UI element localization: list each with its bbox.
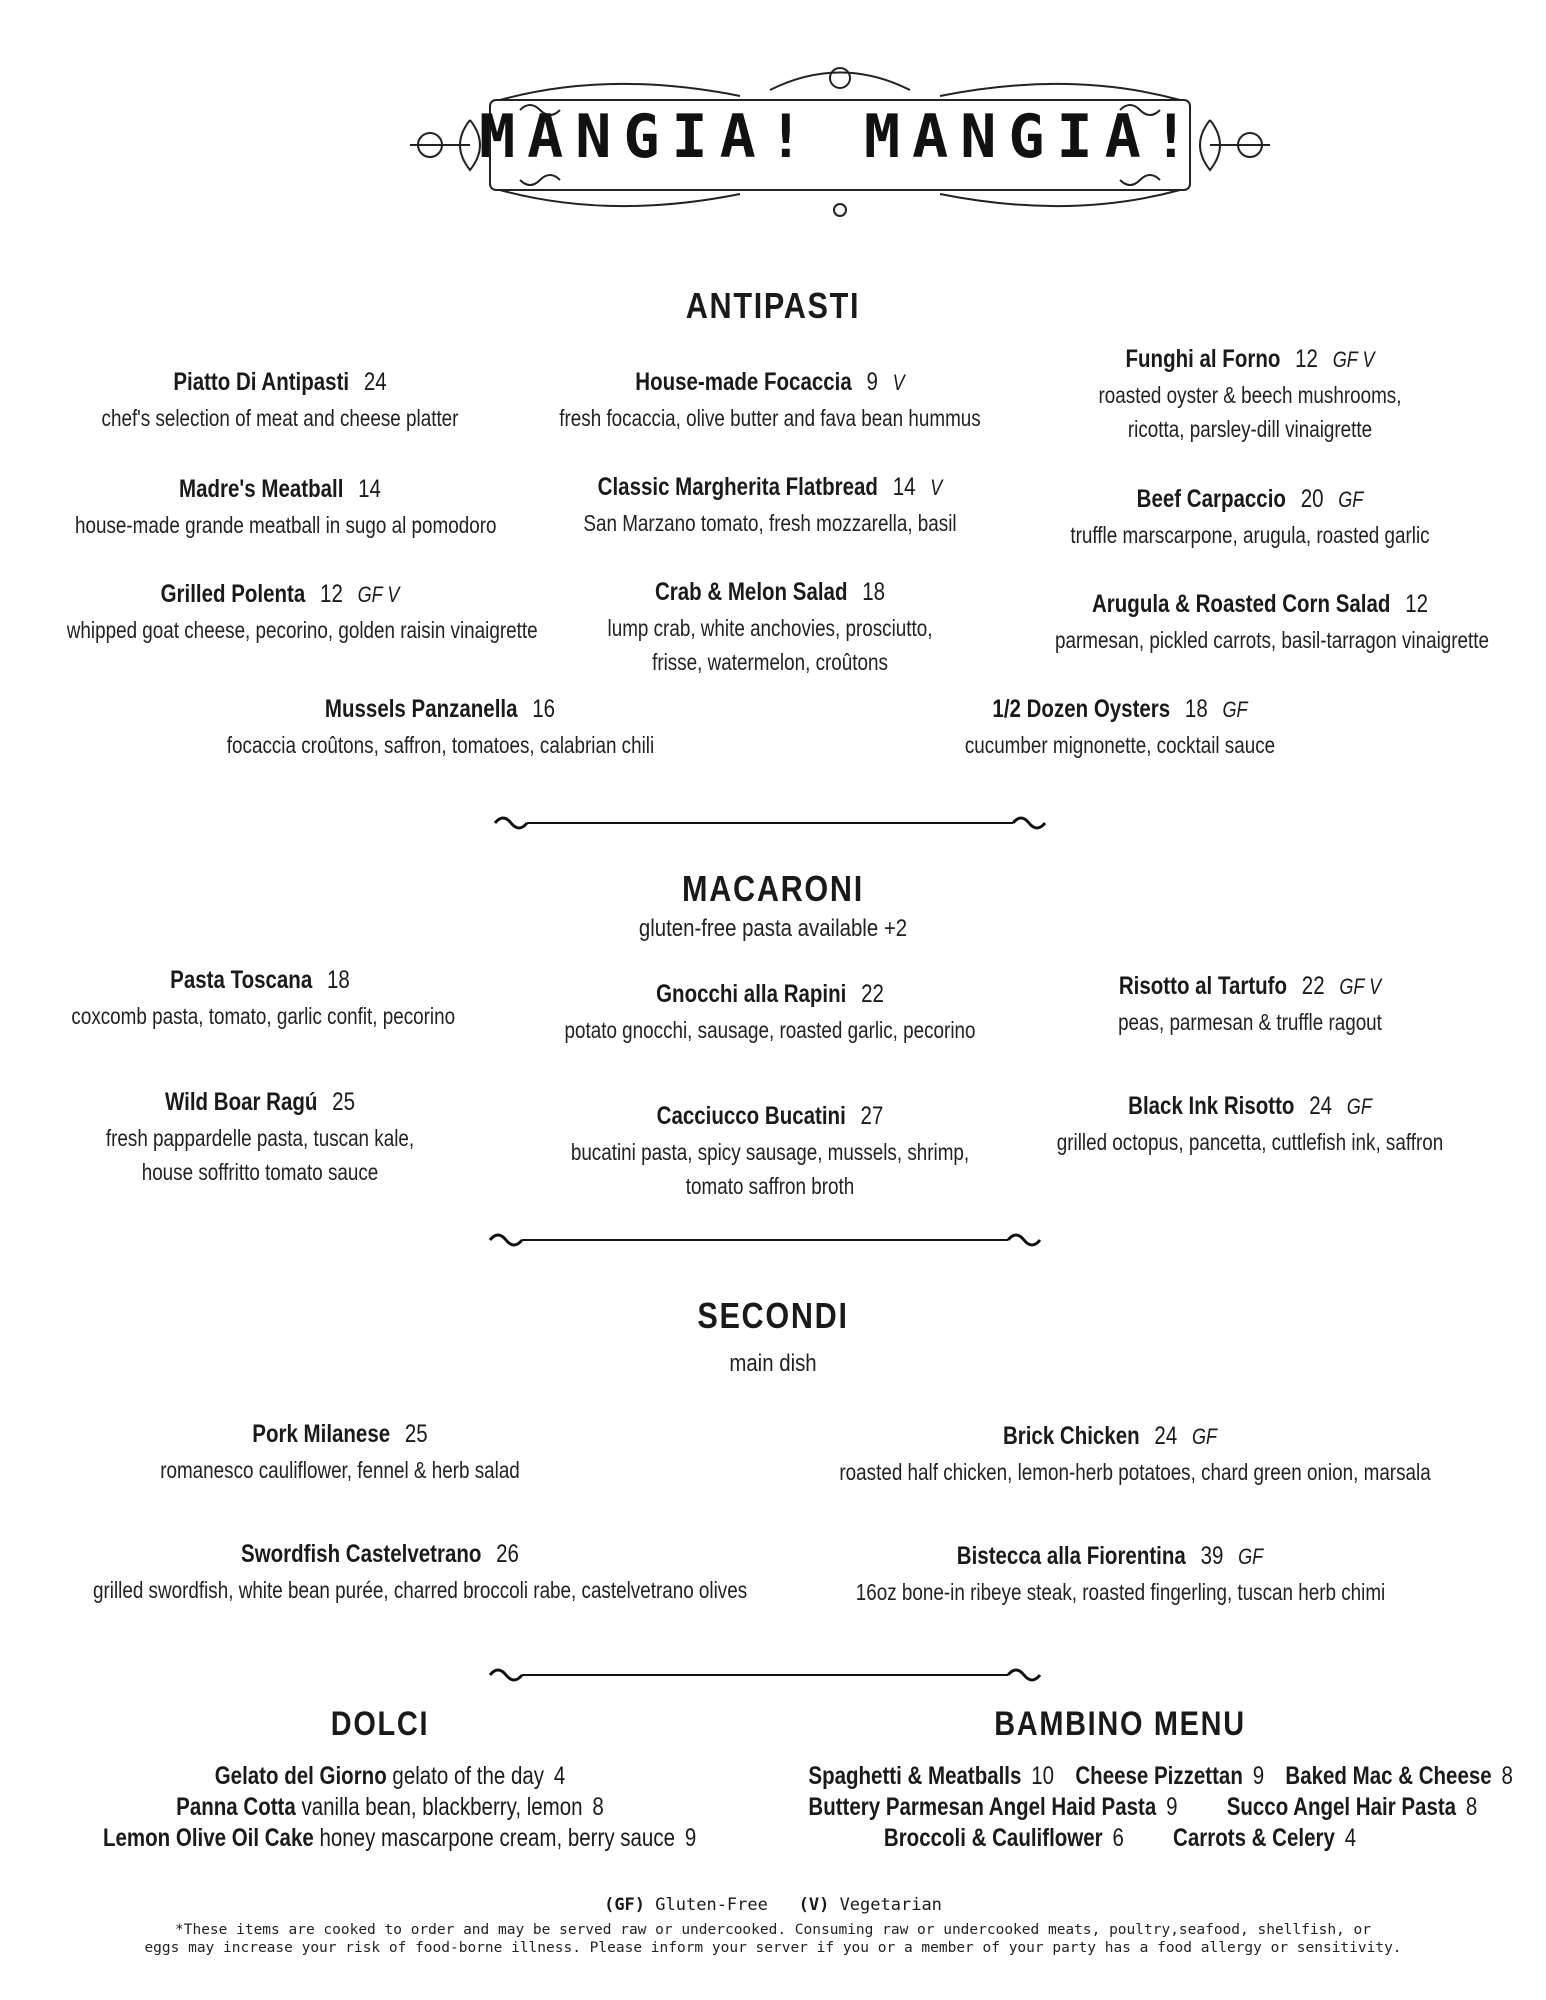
- item-description: focaccia croûtons, saffron, tomatoes, calabrian chili: [226, 732, 655, 758]
- dolci-title: DOLCI: [330, 1705, 430, 1743]
- item-name: Baked Mac & Cheese: [1285, 1762, 1492, 1790]
- item-name: Pork Milanese: [252, 1420, 391, 1448]
- item-name: Broccoli & Cauliflower: [883, 1824, 1103, 1852]
- item-price: 8: [1465, 1793, 1478, 1821]
- item-price: 39: [1200, 1542, 1224, 1570]
- flourish-divider-icon: [480, 1225, 1050, 1255]
- item-price: 18: [862, 578, 886, 606]
- menu-item: [30, 368, 530, 435]
- dolci-line: [103, 1824, 697, 1853]
- item-tags: V: [930, 475, 943, 500]
- item-description: honey mascarpone cream, berry sauce: [319, 1824, 675, 1852]
- item-name: Madre's Meatball: [179, 475, 344, 503]
- item-name: Panna Cotta: [176, 1793, 296, 1821]
- flourish-divider-icon: [485, 808, 1055, 838]
- bambino-line: [808, 1762, 1513, 1791]
- legend-v: Vegetarian: [839, 1895, 942, 1915]
- item-name: 1/2 Dozen Oysters: [992, 695, 1171, 723]
- item-price: 8: [1501, 1762, 1513, 1790]
- item-name: Buttery Parmesan Angel Haid Pasta: [808, 1793, 1157, 1821]
- item-description: tomato saffron broth: [685, 1173, 855, 1199]
- menu-item: [30, 475, 530, 542]
- menu-item: [1000, 485, 1500, 552]
- item-price: 4: [553, 1762, 566, 1790]
- item-description: vanilla bean, blackberry, lemon: [301, 1793, 583, 1821]
- menu-item: [1010, 972, 1490, 1039]
- item-name: Classic Margherita Flatbread: [597, 473, 878, 501]
- item-name: Succo Angel Hair Pasta: [1226, 1793, 1457, 1821]
- item-price: 14: [892, 473, 916, 501]
- bambino-line: [808, 1824, 1431, 1853]
- item-description: fresh focaccia, olive butter and fava bean hummus: [559, 405, 981, 431]
- item-name: Funghi al Forno: [1125, 345, 1281, 373]
- item-description: roasted half chicken, lemon-herb potatoes, chard green onion, marsala: [839, 1459, 1431, 1485]
- flourish-divider-icon: [480, 1660, 1050, 1690]
- menu-item: [500, 578, 1040, 679]
- menu-item: [90, 1420, 590, 1487]
- item-price: 8: [592, 1793, 604, 1821]
- menu-item: [20, 580, 540, 647]
- item-description: coxcomb pasta, tomato, garlic confit, pecorino: [71, 1003, 456, 1029]
- item-description: truffle marscarpone, arugula, roasted garlic: [1070, 522, 1430, 548]
- item-description: gelato of the day: [392, 1762, 545, 1790]
- item-description: potato gnocchi, sausage, roasted garlic, pecorino: [564, 1017, 976, 1043]
- item-description: parmesan, pickled carrots, basil-tarragon vinaigrette: [1055, 627, 1489, 653]
- item-tags: GF V: [1339, 974, 1382, 999]
- item-description: frisse, watermelon, croûtons: [652, 649, 888, 675]
- item-name: Cheese Pizzettan: [1075, 1762, 1243, 1790]
- item-price: 9: [1252, 1762, 1265, 1790]
- item-name: Crab & Melon Salad: [654, 578, 848, 606]
- disclaimer-line-2: eggs may increase your risk of food-borne illness. Please inform your server if you or a member of your party has a food allergy or sensitivity.: [144, 1940, 1402, 1956]
- item-price: 9: [1166, 1793, 1178, 1821]
- item-tags: GF: [1238, 1544, 1264, 1569]
- menu-item: [180, 695, 700, 762]
- item-description: fresh pappardelle pasta, tuscan kale,: [105, 1125, 415, 1151]
- item-tags: GF: [1346, 1094, 1372, 1119]
- item-name: Carrots & Celery: [1173, 1824, 1335, 1852]
- item-tags: V: [892, 370, 905, 395]
- menu-item: [780, 1422, 1440, 1489]
- legend-gf: Gluten-Free: [655, 1895, 768, 1915]
- menu-item: [30, 966, 490, 1033]
- menu-item: [510, 1102, 1030, 1203]
- item-price: 26: [496, 1540, 519, 1568]
- item-price: 25: [332, 1088, 355, 1116]
- item-price: 25: [404, 1420, 428, 1448]
- menu-item: [1010, 590, 1510, 657]
- item-tags: GF: [1222, 697, 1248, 722]
- item-tags: GF V: [357, 582, 400, 607]
- item-price: 12: [1405, 590, 1428, 618]
- item-description: ricotta, parsley-dill vinaigrette: [1127, 416, 1373, 442]
- macaroni-subtitle: gluten-free pasta available +2: [638, 915, 908, 942]
- antipasti-title: ANTIPASTI: [685, 285, 861, 326]
- menu-item: [500, 368, 1040, 435]
- item-description: bucatini pasta, spicy sausage, mussels, shrimp,: [570, 1139, 970, 1165]
- item-name: House-made Focaccia: [635, 368, 852, 396]
- item-name: Wild Boar Ragú: [164, 1088, 318, 1116]
- item-tags: GF V: [1332, 347, 1375, 372]
- item-name: Beef Carpaccio: [1136, 485, 1286, 513]
- macaroni-title: MACARONI: [682, 868, 864, 909]
- item-description: house soffritto tomato sauce: [141, 1159, 379, 1185]
- item-name: Brick Chicken: [1002, 1422, 1140, 1450]
- menu-item: [800, 1542, 1420, 1609]
- item-name: Bistecca alla Fiorentina: [956, 1542, 1186, 1570]
- dolci-line: [103, 1793, 677, 1822]
- item-price: 12: [320, 580, 343, 608]
- bambino-title: BAMBINO MENU: [994, 1705, 1246, 1743]
- item-price: 20: [1300, 485, 1324, 513]
- item-price: 10: [1031, 1762, 1055, 1790]
- item-name: Grilled Polenta: [160, 580, 306, 608]
- secondi-title: SECONDI: [697, 1295, 849, 1336]
- item-price: 24: [1309, 1092, 1333, 1120]
- dietary-legend: [0, 1895, 1546, 1915]
- menu-item: [880, 695, 1360, 762]
- item-price: 27: [860, 1102, 884, 1130]
- item-description: cucumber mignonette, cocktail sauce: [964, 732, 1276, 758]
- item-price: 16: [532, 695, 556, 723]
- logo: [410, 60, 1270, 220]
- item-name: Spaghetti & Meatballs: [808, 1762, 1022, 1790]
- menu-item: [30, 1088, 490, 1189]
- item-name: Swordfish Castelvetrano: [241, 1540, 482, 1568]
- item-price: 24: [1154, 1422, 1178, 1450]
- item-price: 9: [684, 1824, 697, 1852]
- dolci-line: [103, 1762, 677, 1791]
- item-price: 22: [861, 980, 884, 1008]
- item-description: roasted oyster & beech mushrooms,: [1098, 382, 1402, 408]
- item-price: 24: [363, 368, 387, 396]
- legend-v-code: (V): [798, 1895, 830, 1915]
- disclaimer-line-1: *These items are cooked to order and may be served raw or undercooked. Consuming raw or undercooked meats, poultry,seafood, shellfish, or: [175, 1922, 1371, 1938]
- item-name: Pasta Toscana: [170, 966, 313, 994]
- item-description: San Marzano tomato, fresh mozzarella, basil: [583, 510, 957, 536]
- item-description: peas, parmesan & truffle ragout: [1118, 1009, 1382, 1035]
- menu-item: [30, 1540, 748, 1607]
- legend-gf-code: (GF): [604, 1895, 646, 1915]
- item-description: grilled octopus, pancetta, cuttlefish ink, saffron: [1056, 1129, 1444, 1155]
- item-price: 22: [1301, 972, 1325, 1000]
- item-description: romanesco cauliflower, fennel & herb salad: [160, 1457, 520, 1483]
- item-name: Piatto Di Antipasti: [173, 368, 350, 396]
- item-name: Cacciucco Bucatini: [656, 1102, 846, 1130]
- item-description: 16oz bone-in ribeye steak, roasted fingerling, tuscan herb chimi: [855, 1579, 1386, 1605]
- item-tags: GF: [1338, 487, 1364, 512]
- menu-item: [500, 473, 1040, 540]
- item-price: 18: [326, 966, 350, 994]
- item-name: Black Ink Risotto: [1128, 1092, 1295, 1120]
- item-price: 18: [1184, 695, 1208, 723]
- item-description: chef's selection of meat and cheese platter: [101, 405, 459, 431]
- item-description: house-made grande meatball in sugo al pomodoro: [75, 512, 497, 538]
- item-description: whipped goat cheese, pecorino, golden raisin vinaigrette: [66, 617, 538, 643]
- item-name: Lemon Olive Oil Cake: [103, 1824, 314, 1852]
- item-name: Gelato del Giorno: [214, 1762, 387, 1790]
- item-name: Arugula & Roasted Corn Salad: [1091, 590, 1391, 618]
- item-description: grilled swordfish, white bean purée, charred broccoli rabe, castelvetrano olives: [93, 1577, 748, 1603]
- bambino-line: [808, 1793, 1478, 1822]
- item-name: Gnocchi alla Rapini: [656, 980, 847, 1008]
- secondi-subtitle: main dish: [729, 1350, 817, 1377]
- item-name: Mussels Panzanella: [324, 695, 518, 723]
- item-name: Risotto al Tartufo: [1118, 972, 1288, 1000]
- item-price: 6: [1112, 1824, 1124, 1852]
- item-tags: GF: [1192, 1424, 1218, 1449]
- item-price: 4: [1344, 1824, 1357, 1852]
- menu-item: [510, 980, 1030, 1047]
- menu-item: [1010, 1092, 1490, 1159]
- item-price: 12: [1295, 345, 1318, 373]
- item-price: 9: [866, 368, 878, 396]
- logo-text: MANGIA! MANGIA!: [479, 102, 1201, 172]
- menu-item: [1000, 345, 1500, 446]
- item-description: lump crab, white anchovies, prosciutto,: [607, 615, 933, 641]
- item-price: 14: [358, 475, 381, 503]
